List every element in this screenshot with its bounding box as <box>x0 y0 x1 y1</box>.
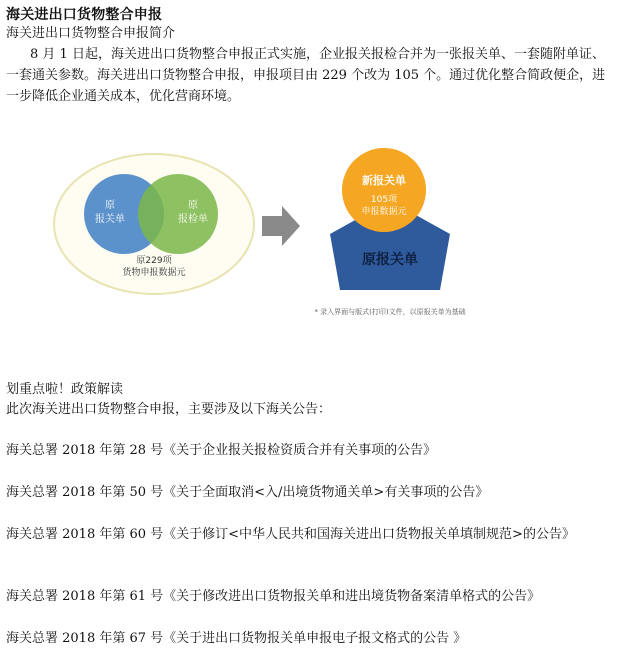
notice-item: 海关总署 2018 年第 61 号《关于修改进出口货物报关单和进出境货物备案清单格式的公告》 <box>6 589 541 604</box>
blue-circle-text-2: 报关单 <box>95 214 125 225</box>
integration-figure <box>50 142 500 324</box>
left-caption-1: 原229项 <box>136 256 172 266</box>
notice-item: 海关总署 2018 年第 50 号《关于全面取消<入/出境货物通关单>有关事项的公告》 <box>6 485 489 500</box>
left-caption-2: 货物申报数据元 <box>122 268 186 278</box>
article-intro: 8 月 1 日起，海关进出口货物整合申报正式实施，企业报关报检合并为一张报关单、一套随附单证、一套通关参数。海关进出口货物整合申报，申报项目由 229 个改为 105 个。通过优化整合简政便企，进一步降低企业通关成本，优化营商环境。 <box>6 47 606 104</box>
figure-footnote: * 录入界面与版式(打印)文件，以原报关单为基础 <box>314 308 466 316</box>
policy-section-intro: 此次海关进出口货物整合申报，主要涉及以下海关公告： <box>6 402 332 417</box>
notice-item: 海关总署 2018 年第 28 号《关于企业报关报检资质合并有关事项的公告》 <box>6 443 437 458</box>
new-declaration-sub: 申报数据元 <box>361 207 407 217</box>
arrow-icon <box>262 206 300 246</box>
policy-section-title: 划重点啦！政策解读 <box>6 382 124 397</box>
notice-item: 海关总署 2018 年第 67 号《关于进出口货物报关单申报电子报文格式的公告 》 <box>6 631 467 646</box>
green-circle-text-1: 原 <box>188 200 198 211</box>
notice-item: 海关总署 2018 年第 60 号《关于修订<中华人民共和国海关进出口货物报关单填制规范>的公告》 <box>6 527 575 542</box>
new-declaration-count: 105项 <box>370 195 398 205</box>
green-circle-text-2: 报检单 <box>178 214 208 225</box>
old-declaration-label: 原报关单 <box>362 252 418 268</box>
new-declaration-label: 新报关单 <box>362 174 406 187</box>
article-title: 海关进出口货物整合申报 <box>6 7 163 23</box>
blue-circle-text-1: 原 <box>105 200 115 211</box>
article-subtitle: 海关进出口货物整合申报简介 <box>6 26 176 41</box>
new-declaration-circle <box>342 148 426 232</box>
